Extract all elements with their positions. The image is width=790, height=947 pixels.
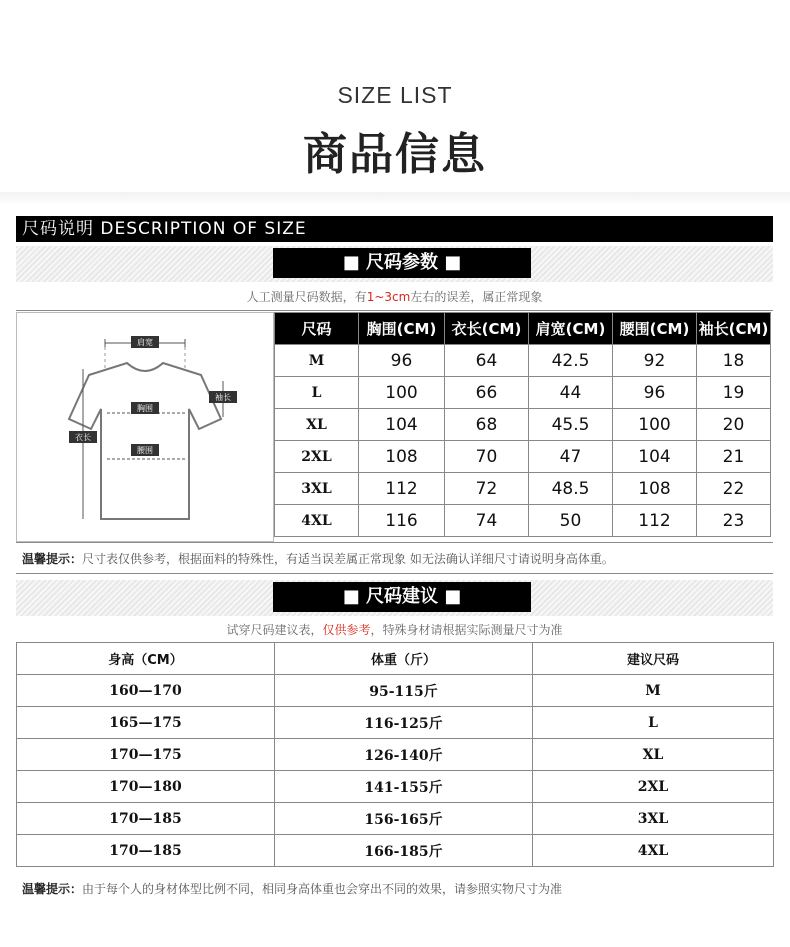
table-cell: 92 [613, 345, 697, 377]
diagram-label-sleeve: 袖长 [215, 393, 231, 402]
table-row [17, 739, 774, 771]
table-cell: 156-165斤 [275, 803, 533, 835]
panel-title: 尺码说明 DESCRIPTION OF SIZE [16, 216, 773, 242]
table-cell: XL [533, 739, 774, 771]
table-cell: M [533, 675, 774, 707]
table-cell: 22 [697, 473, 771, 505]
size-params-heading: ■ 尺码参数 ■ [273, 248, 531, 278]
table-cell: L [533, 707, 774, 739]
table-cell: 19 [697, 377, 771, 409]
divider [16, 310, 773, 311]
size-advice-tip: 温馨提示：由于每个人的身材体型比例不同，相同身高体重也会穿出不同的效果，请参照实物尺寸为准 [22, 882, 563, 896]
table-cell: 42.5 [529, 345, 613, 377]
table-row [275, 441, 771, 473]
table-cell: 165—175 [17, 707, 275, 739]
table-cell: 3XL [275, 473, 359, 505]
table-cell: 126-140斤 [275, 739, 533, 771]
header-divider [0, 192, 790, 206]
table-cell: 47 [529, 441, 613, 473]
table-cell: 4XL [275, 505, 359, 537]
page-title: 商品信息 [303, 129, 487, 180]
table-cell: 64 [445, 345, 529, 377]
table-row [275, 505, 771, 537]
size-params-tip: 温馨提示：尺寸表仅供参考，根据面料的特殊性，有适当误差属正常现象 如无法确认详细尺寸请说明身高体重。 [22, 552, 614, 566]
table-cell: 160—170 [17, 675, 275, 707]
table-row [275, 377, 771, 409]
table-cell: 20 [697, 409, 771, 441]
table-row [17, 835, 774, 867]
table-cell: 2XL [533, 771, 774, 803]
diagram-label-waist: 腰围 [137, 446, 153, 455]
size-params-table [274, 312, 771, 537]
table-cell: 72 [445, 473, 529, 505]
tshirt-diagram [16, 312, 274, 542]
size-params-note: 人工测量尺码数据，有1~3cm左右的误差，属正常现象 [246, 290, 543, 304]
table-cell: 112 [359, 473, 445, 505]
table-row [275, 473, 771, 505]
table-cell: 68 [445, 409, 529, 441]
table-row [17, 675, 774, 707]
tshirt-icon [17, 313, 273, 541]
column-header: 衣长(CM) [445, 313, 529, 345]
table-cell: 116-125斤 [275, 707, 533, 739]
divider [16, 573, 773, 574]
size-advice-table [16, 642, 774, 867]
table-row [17, 707, 774, 739]
table-cell: 170—185 [17, 835, 275, 867]
diagram-label-length: 衣长 [75, 433, 91, 442]
table-cell: 170—185 [17, 803, 275, 835]
table-cell: L [275, 377, 359, 409]
table-cell: 108 [359, 441, 445, 473]
table-row [17, 771, 774, 803]
table-cell: 112 [613, 505, 697, 537]
table-cell: 70 [445, 441, 529, 473]
table-cell: 96 [359, 345, 445, 377]
table-cell: 44 [529, 377, 613, 409]
table-cell: 50 [529, 505, 613, 537]
table-cell: 23 [697, 505, 771, 537]
table-header-row [17, 643, 774, 675]
size-advice-heading: ■ 尺码建议 ■ [273, 582, 531, 612]
table-cell: 66 [445, 377, 529, 409]
table-cell: 166-185斤 [275, 835, 533, 867]
column-header: 胸围(CM) [359, 313, 445, 345]
column-header: 建议尺码 [533, 643, 774, 675]
diagram-label-shoulder: 肩宽 [137, 338, 153, 347]
column-header: 身高（CM） [17, 643, 275, 675]
diagram-label-chest: 胸围 [137, 404, 153, 413]
column-header: 体重（斤） [275, 643, 533, 675]
table-cell: 18 [697, 345, 771, 377]
table-cell: 104 [359, 409, 445, 441]
table-cell: 170—175 [17, 739, 275, 771]
table-cell: 95-115斤 [275, 675, 533, 707]
table-cell: XL [275, 409, 359, 441]
column-header: 袖长(CM) [697, 313, 771, 345]
table-cell: 4XL [533, 835, 774, 867]
size-advice-body [17, 675, 774, 867]
divider [16, 542, 773, 543]
table-cell: 96 [613, 377, 697, 409]
table-row [275, 409, 771, 441]
table-cell: 45.5 [529, 409, 613, 441]
table-cell: 116 [359, 505, 445, 537]
table-header-row [275, 313, 771, 345]
table-cell: 170—180 [17, 771, 275, 803]
size-advice-note: 试穿尺码建议表，仅供参考，特殊身材请根据实际测量尺寸为准 [226, 623, 563, 637]
header-subtitle: SIZE LIST [337, 82, 453, 108]
column-header: 腰围(CM) [613, 313, 697, 345]
table-cell: 108 [613, 473, 697, 505]
table-cell: 3XL [533, 803, 774, 835]
table-cell: 100 [359, 377, 445, 409]
table-cell: 141-155斤 [275, 771, 533, 803]
table-cell: 74 [445, 505, 529, 537]
table-cell: M [275, 345, 359, 377]
table-cell: 21 [697, 441, 771, 473]
column-header: 肩宽(CM) [529, 313, 613, 345]
column-header: 尺码 [275, 313, 359, 345]
table-row [17, 803, 774, 835]
table-cell: 48.5 [529, 473, 613, 505]
table-cell: 104 [613, 441, 697, 473]
size-params-body [275, 345, 771, 537]
table-cell: 100 [613, 409, 697, 441]
table-row [275, 345, 771, 377]
table-cell: 2XL [275, 441, 359, 473]
